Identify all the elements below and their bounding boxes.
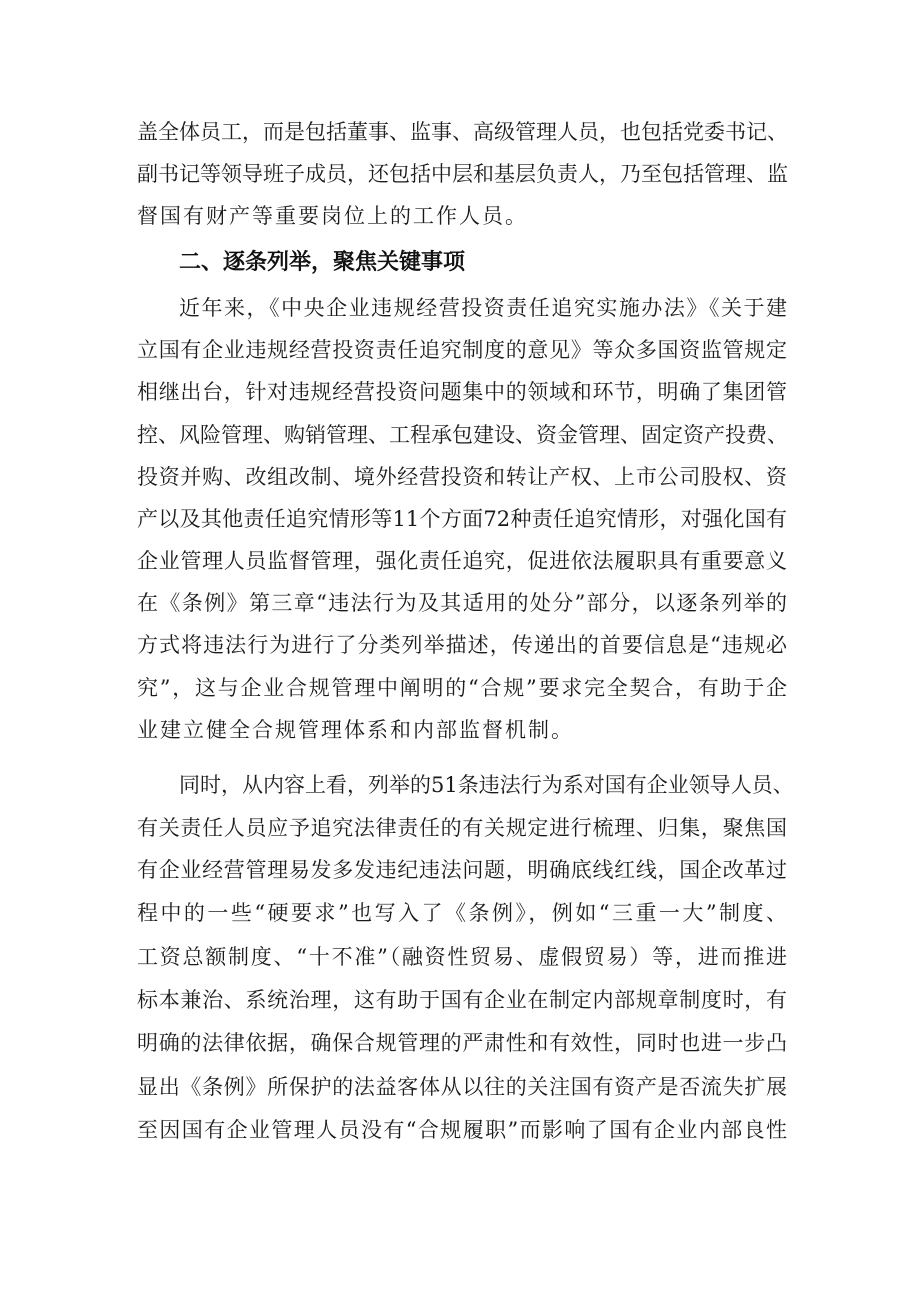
paragraph-2-line-1: 同时，从内容上看，列举的51条违法行为系对国有企业领导人员、 (179, 773, 794, 797)
paragraph-2-line-8: 显出《条例》所保护的法益客体从以往的关注国有资产是否流失扩展 (137, 1075, 787, 1099)
paragraph-2-line-2: 有关责任人员应予追究法律责任的有关规定进行梳理、归集，聚焦国 (137, 816, 787, 840)
paragraph-1-line-1: 近年来，《中央企业违规经营投资责任追究实施办法》《关于建 (179, 296, 787, 320)
paragraph-1-line-2: 立国有企业违规经营投资责任追究制度的意见》等众多国资监管规定 (137, 338, 787, 362)
paragraph-1-line-8: 在《条例》第三章“违法行为及其适用的处分”部分，以逐条列举的 (137, 591, 787, 615)
paragraph-1-line-7: 企业管理人员监督管理，强化责任追究，促进依法履职具有重要意义 (137, 549, 787, 573)
paragraph-1-line-9: 方式将违法行为进行了分类列举描述，传递出的首要信息是“违规必 (137, 633, 787, 657)
paragraph-2-line-6: 标本兼治、系统治理，这有助于国有企业在制定内部规章制度时，有 (137, 988, 787, 1012)
intro-line-2: 副书记等领导班子成员，还包括中层和基层负责人，乃至包括管理、监 (137, 162, 788, 186)
paragraph-2-line-9: 至因国有企业管理人员没有“合规履职”而影响了国有企业内部良性 (137, 1118, 787, 1142)
paragraph-1-line-6: 产以及其他责任追究情形等11个方面72种责任追究情形，对强化国有 (137, 507, 787, 531)
paragraph-2-line-7: 明确的法律依据，确保合规管理的严肃性和有效性，同时也进一步凸 (137, 1031, 787, 1055)
intro-line-1: 盖全体员工，而是包括董事、监事、高级管理人员，也包括党委书记、 (137, 120, 788, 144)
paragraph-2-line-5: 工资总额制度、“十不准”（融资性贸易、虚假贸易）等，进而推进 (137, 945, 787, 969)
paragraph-1-line-4: 控、风险管理、购销管理、工程承包建设、资金管理、固定资产投费、 (137, 423, 788, 447)
paragraph-1-line-10: 究”，这与企业合规管理中阐明的“合规”要求完全契合，有助于企 (137, 676, 787, 700)
paragraph-2-line-3: 有企业经营管理易发多发违纪违法问题，明确底线红线，国企改革过 (137, 858, 787, 882)
paragraph-1-line-3: 相继出台，针对违规经营投资问题集中的领域和环节，明确了集团管 (137, 380, 787, 404)
paragraph-1-line-5: 投资并购、改组改制、境外经营投资和转让产权、上市公司股权、资 (137, 465, 787, 489)
section-heading: 二、逐条列举，聚焦关键事项 (179, 250, 466, 275)
paragraph-1-line-11: 业建立健全合规管理体系和内部监督机制。 (137, 718, 574, 742)
paragraph-2-line-4: 程中的一些“硬要求”也写入了《条例》，例如“三重一大”制度、 (137, 901, 787, 925)
intro-line-3: 督国有财产等重要岗位上的工作人员。 (137, 204, 528, 228)
